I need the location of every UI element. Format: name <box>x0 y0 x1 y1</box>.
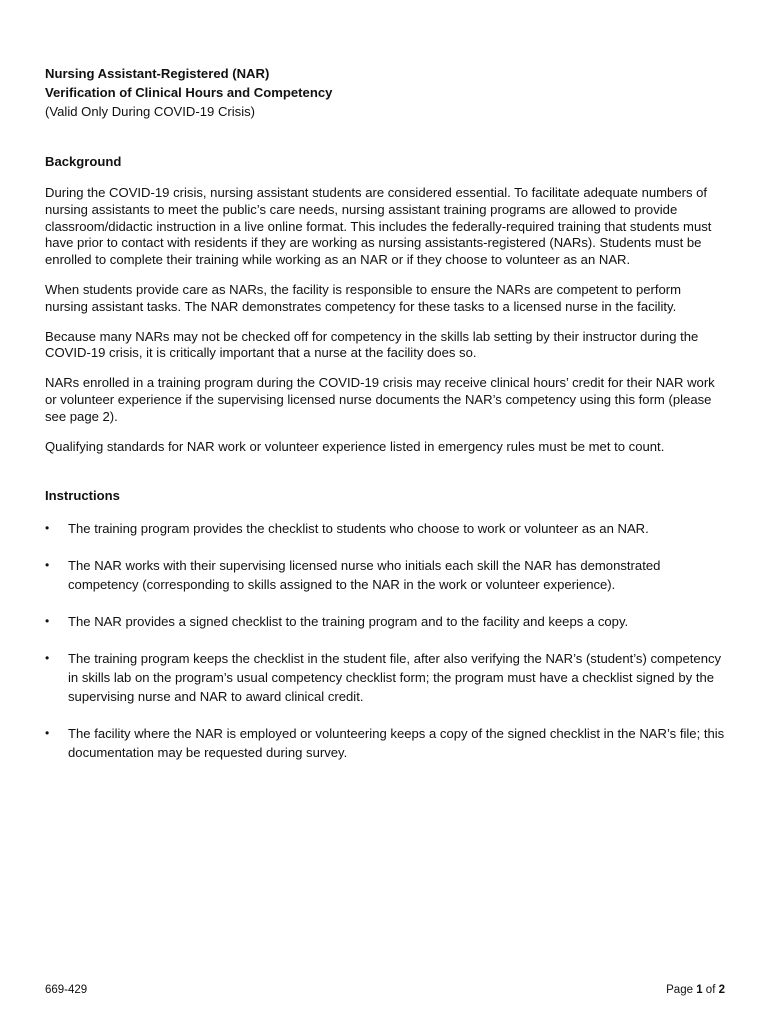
bullet-icon: • <box>45 651 50 666</box>
page-number <box>666 984 725 996</box>
instructions-list <box>45 519 727 762</box>
page-total: 2 <box>718 984 725 996</box>
list-item-text: The facility where the NAR is employed or volunteering keeps a copy of the signed checklist in the NAR’s file; this documentation may be requested during survey. <box>68 726 725 761</box>
instructions-heading: Instructions <box>45 488 120 504</box>
document-title-line-2: Verification of Clinical Hours and Competency <box>45 85 333 100</box>
list-item-text: The training program keeps the checklist in the student file, after also verifying the NAR’s (student’s) competency in skills lab on the program’s usual competency checklist form; the program must have a checklist signed by the supervising nurse and NAR to award clinical credit. <box>68 651 722 705</box>
bullet-icon: • <box>45 614 50 629</box>
page-of: of <box>705 984 716 996</box>
list-item-text: The NAR works with their supervising licensed nurse who initials each skill the NAR has demonstrated competency (corresponding to skills assigned to the NAR in the work or volunteer experience). <box>68 558 661 593</box>
form-number: 669-429 <box>45 984 88 996</box>
list-item <box>45 612 727 631</box>
document-subtitle: (Valid Only During COVID-19 Crisis) <box>45 104 256 119</box>
background-heading: Background <box>45 154 122 169</box>
bullet-icon: • <box>45 726 50 741</box>
document-page <box>45 64 727 780</box>
list-item <box>45 556 727 594</box>
list-item <box>45 519 727 538</box>
list-item <box>45 649 727 706</box>
bullet-icon: • <box>45 558 50 573</box>
background-paragraph-4: NARs enrolled in a training program during the COVID-19 crisis may receive clinical hours’ credit for their NAR work or volunteer experience if the supervising licensed nurse documents the NAR’s competency using this form (please see page 2). <box>45 375 715 424</box>
bullet-icon: • <box>45 521 50 536</box>
page-current: 1 <box>696 984 703 996</box>
background-paragraph-3: Because many NARs may not be checked off for competency in the skills lab setting by their instructor during the COVID-19 crisis, it is critically important that a nurse at the facility does so. <box>45 328 699 361</box>
list-item-text: The training program provides the checklist to students who choose to work or volunteer as an NAR. <box>68 521 649 537</box>
page-prefix: Page <box>666 984 693 996</box>
background-paragraph-2: When students provide care as NARs, the facility is responsible to ensure the NARs are competent to perform nursing assistant tasks. The NAR demonstrates competency for these tasks to a licensed nurse in the facility. <box>45 281 682 314</box>
list-item <box>45 724 727 762</box>
list-item-text: The NAR provides a signed checklist to the training program and to the facility and keeps a copy. <box>68 614 629 630</box>
document-title-line-1: Nursing Assistant-Registered (NAR) <box>45 66 270 81</box>
background-paragraph-1: During the COVID-19 crisis, nursing assistant students are considered essential. To facilitate adequate numbers of nursing assistants to meet the public’s care needs, nursing assistant training programs are allowed to provide classroom/didactic instruction in a live online format. This includes the federally-required training that students must have prior to contact with residents if they are working as nursing assistants-registered (NARs). Students must be enrolled to complete their training while working as an NAR or if they choose to volunteer as an NAR. <box>45 185 712 268</box>
background-paragraph-5: Qualifying standards for NAR work or volunteer experience listed in emergency rules must be met to count. <box>45 438 665 454</box>
